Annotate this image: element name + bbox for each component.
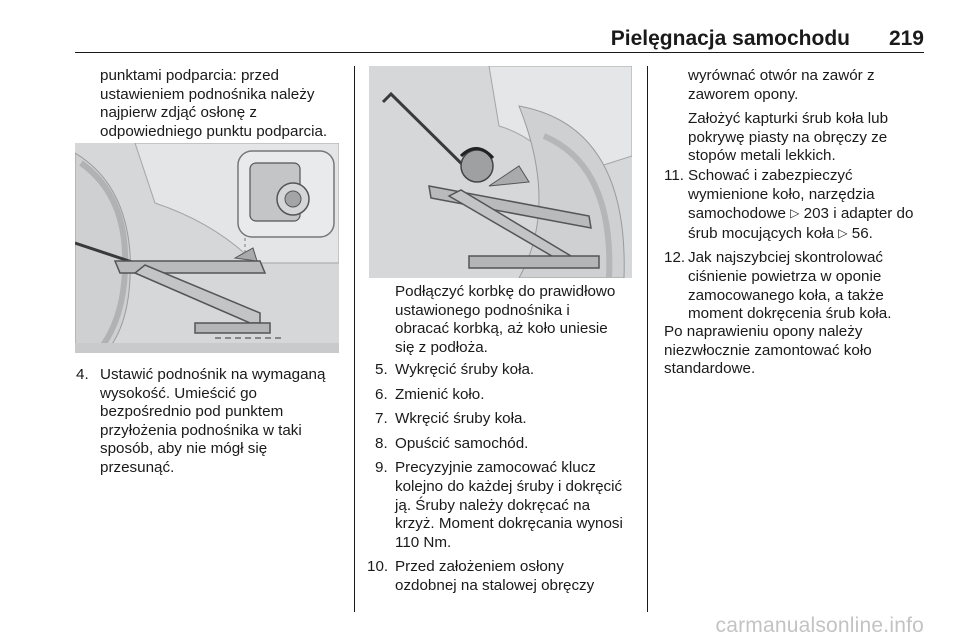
steps-11-12 [664, 167, 946, 324]
caption-line: ustawionego podnośnika i [395, 301, 570, 319]
step-line: wysokość. Umieścić go [100, 384, 257, 402]
column-divider-1 [354, 66, 355, 612]
text-line: zaworem opony. [688, 85, 799, 103]
figure-jack-under-car [75, 143, 339, 353]
step-line: Jak najszybciej skontrolować [688, 249, 883, 267]
watermark: carmanualsonline.info [715, 614, 924, 637]
list-item [371, 410, 643, 429]
intro-line: odpowiedniego punktu podparcia. [100, 122, 328, 140]
figure-crank-jack [369, 66, 632, 278]
text-line: standardowe. [664, 360, 756, 378]
step-line: Opuścić samochód. [395, 434, 529, 452]
step-10-continuation [688, 67, 938, 166]
step-line: kolejno do każdej śruby i dokręcić [395, 477, 623, 495]
text-line: Po naprawieniu opony należy [664, 323, 863, 340]
step-number: 11. [664, 167, 684, 184]
step-line: przyłożenia podnośnika w taki [100, 421, 302, 439]
list-item [664, 167, 946, 243]
text-line: Założyć kapturki śrub koła lub [688, 110, 889, 128]
step-number: 10. [367, 558, 389, 576]
intro-line: ustawieniem podnośnika należy [100, 85, 315, 103]
page-header [0, 0, 960, 52]
step-4 [76, 366, 348, 478]
caption-line: się z podłoża. [395, 338, 488, 356]
list-item [76, 366, 348, 478]
intro-line: najpierw zdjąć osłonę z [100, 104, 258, 122]
column-1-intro [100, 67, 348, 141]
column-divider-2 [647, 66, 648, 612]
text-line: pokrywę piasty na obręczy ze [688, 128, 888, 146]
list-item [371, 361, 643, 380]
list-item [367, 558, 643, 595]
step-line: Precyzyjnie zamocować klucz [395, 459, 596, 477]
step-number: 12. [664, 249, 686, 267]
text-line: niezwłocznie zamontować koło [664, 341, 872, 359]
step-line: Ustawić podnośnik na wymaganą [100, 366, 326, 383]
step-line: Schować i zabezpieczyć [688, 167, 853, 184]
step-line: ciśnienie powietrza w oponie [688, 267, 882, 285]
page-number: 219 [888, 27, 924, 50]
step-number: 7. [375, 410, 388, 428]
step-line: wymienione koło, narzędzia [688, 185, 875, 203]
step-number: 9. [375, 459, 388, 477]
page-reference-arrow-icon: ▷ [838, 225, 848, 240]
step-line: śrub mocujących koła ▷ 56. [688, 224, 873, 242]
step-line: krzyż. Moment dokręcania wynosi [395, 515, 623, 533]
step-line: samochodowe ▷ 203 i adapter do [688, 205, 914, 223]
step-line: sposób, aby nie mógł się [100, 440, 268, 458]
step-line: moment dokręcenia śrub koła. [688, 305, 892, 323]
step-line: Wykręcić śruby koła. [395, 361, 535, 378]
list-item [371, 386, 643, 405]
page-title: Pielęgnacja samochodu [610, 27, 850, 50]
closing-paragraph [664, 323, 946, 379]
list-item [371, 459, 643, 552]
step-line: Zmienić koło. [395, 385, 485, 403]
jack-placement-illustration [75, 143, 339, 353]
step-line: przesunąć. [100, 458, 175, 476]
step-line: bezpośrednio pod punktem [100, 403, 284, 421]
step-line: ozdobnej na stalowej obręczy [395, 576, 595, 594]
figure-caption [395, 283, 643, 357]
step-line: Wkręcić śruby koła. [395, 410, 527, 428]
step-line: Przed założeniem osłony [395, 558, 564, 576]
step-number: 6. [375, 385, 388, 403]
list-item [664, 249, 946, 323]
step-number: 8. [375, 434, 388, 452]
step-number: 5. [375, 361, 388, 378]
caption-line: obracać korbką, aż koło uniesie [395, 320, 608, 338]
text-line: wyrównać otwór na zawór z [688, 67, 875, 84]
page-reference-link[interactable]: 203 [803, 205, 829, 223]
step-number: 4. [76, 366, 89, 383]
step-line: zamocowanego koła, a także [688, 286, 884, 304]
text-line: stopów metali lekkich. [688, 147, 836, 165]
header-rule [75, 52, 924, 53]
list-item [371, 435, 643, 454]
page-reference-arrow-icon: ▷ [790, 206, 800, 221]
intro-line: punktami podparcia: przed [100, 67, 279, 84]
crank-jack-illustration [369, 66, 632, 278]
step-line: ją. Śruby należy dokręcać na [395, 496, 591, 514]
steps-5-10 [367, 361, 643, 596]
page-reference-link[interactable]: 56. [851, 224, 873, 242]
step-line: 110 Nm. [395, 533, 452, 551]
caption-line: Podłączyć korbkę do prawidłowo [395, 283, 616, 300]
